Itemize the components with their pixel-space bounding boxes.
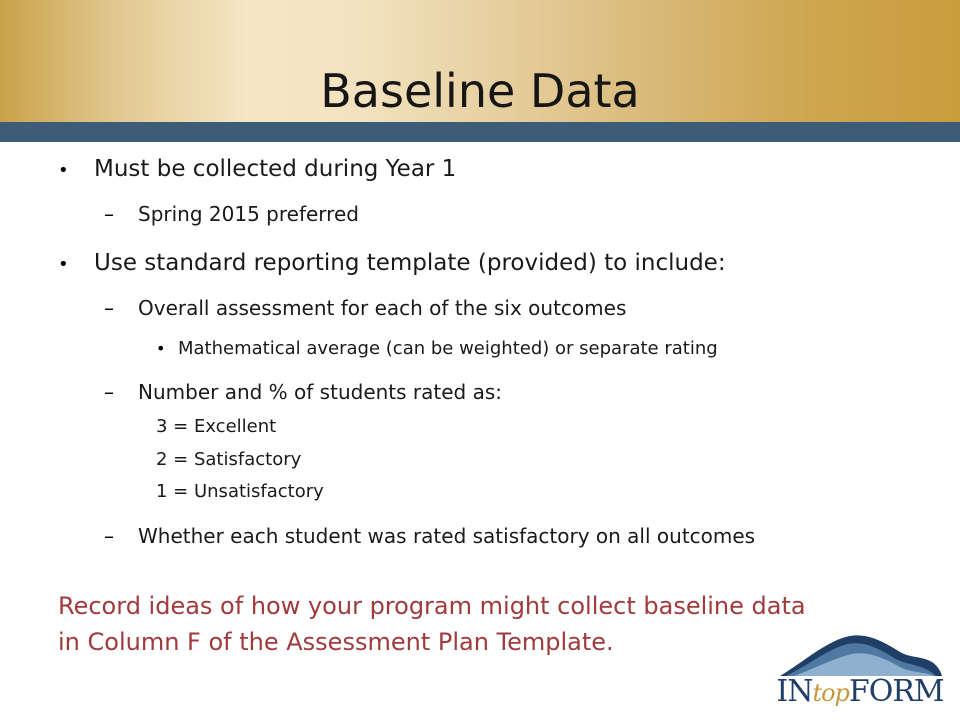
sub-bullet-item: Overall assessment for each of the six outcomes — [138, 296, 627, 320]
sub-sub-bullet-item: Mathematical average (can be weighted) or separate rating — [178, 338, 718, 359]
dash-marker-icon: – — [104, 202, 114, 226]
dash-marker-icon: – — [104, 524, 114, 548]
slide-title: Baseline Data — [320, 64, 640, 118]
bullet-item: Use standard reporting template (provided) to include: — [94, 250, 726, 276]
logo-text-form: FORM — [848, 674, 944, 709]
logo-text-top: top — [812, 679, 849, 707]
dash-marker-icon: – — [104, 296, 114, 320]
bullet-marker-icon: • — [156, 339, 166, 358]
logo-text-in: IN — [776, 674, 813, 709]
sub-bullet-item: Spring 2015 preferred — [138, 202, 359, 226]
sub-bullet-item: Whether each student was rated satisfactory on all outcomes — [138, 524, 756, 548]
dash-marker-icon: – — [104, 380, 114, 404]
rating-scale-item: 1 = Unsatisfactory — [156, 481, 324, 502]
sub-bullet-item: Number and % of students rated as: — [138, 380, 503, 404]
intopform-logo — [776, 630, 944, 712]
logo-wordmark — [776, 674, 944, 711]
bullet-marker-icon: • — [58, 160, 69, 181]
callout-line: Record ideas of how your program might collect baseline data — [58, 592, 806, 620]
bullet-item: Must be collected during Year 1 — [94, 156, 457, 182]
callout-line: in Column F of the Assessment Plan Template. — [58, 628, 614, 656]
bullet-marker-icon: • — [58, 254, 69, 275]
rating-scale-item: 3 = Excellent — [156, 416, 277, 437]
rating-scale-item: 2 = Satisfactory — [156, 449, 302, 470]
